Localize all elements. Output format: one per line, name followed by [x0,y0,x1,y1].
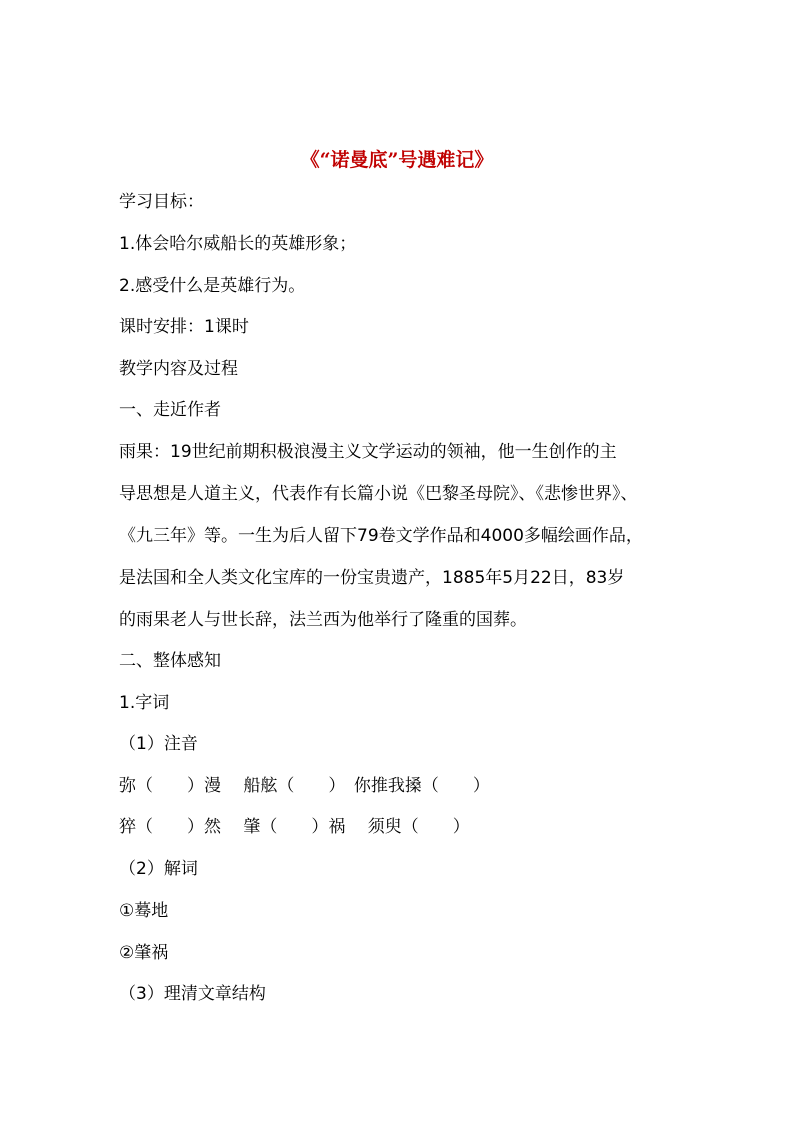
text-line-word-2: ②肇祸 [119,943,169,963]
text-line-vocab: 1.字词 [119,693,170,713]
paragraph-line-5: 的雨果老人与世长辞，法兰西为他举行了隆重的国葬。 [119,610,527,630]
text-line-learning-goals: 学习目标： [119,192,204,212]
text-line-schedule: 课时安排：1课时 [119,317,249,337]
text-line-goal-1: 1.体会哈尔威船长的英雄形象； [119,234,357,254]
text-line-pinyin-row-1: 弥（ ）漫 船舷（ ） 你推我搡（ ） [119,776,490,796]
section-heading-author: 一、走近作者 [119,400,221,420]
paragraph-line-2: 导思想是人道主义，代表作有长篇小说《巴黎圣母院》、《悲惨世界》、 [119,484,638,504]
paragraph-line-4: 是法国和全人类文化宝库的一份宝贵遗产，1885年5月22日，83岁 [119,568,625,588]
text-line-word-1: ①蓦地 [119,901,169,921]
paragraph-line-3: 《九三年》等。一生为后人留下79卷文学作品和4000多幅绘画作品， [119,526,643,546]
text-line-pinyin-row-2: 猝（ ）然 肇（ ）祸 须臾（ ） [119,817,470,837]
text-line-structure: （3）理清文章结构 [119,984,266,1004]
text-line-goal-2: 2.感受什么是英雄行为。 [119,276,306,296]
paragraph-line-1: 雨果：19世纪前期积极浪漫主义文学运动的领袖，他一生创作的主 [119,442,617,462]
document-title: 《“诺曼底”号遇难记》 [300,149,494,171]
text-line-teaching-content: 教学内容及过程 [119,359,238,379]
section-heading-overall: 二、整体感知 [119,651,221,671]
text-line-word-meaning: （2）解词 [119,859,198,879]
text-line-pronunciation: （1）注音 [119,734,198,754]
